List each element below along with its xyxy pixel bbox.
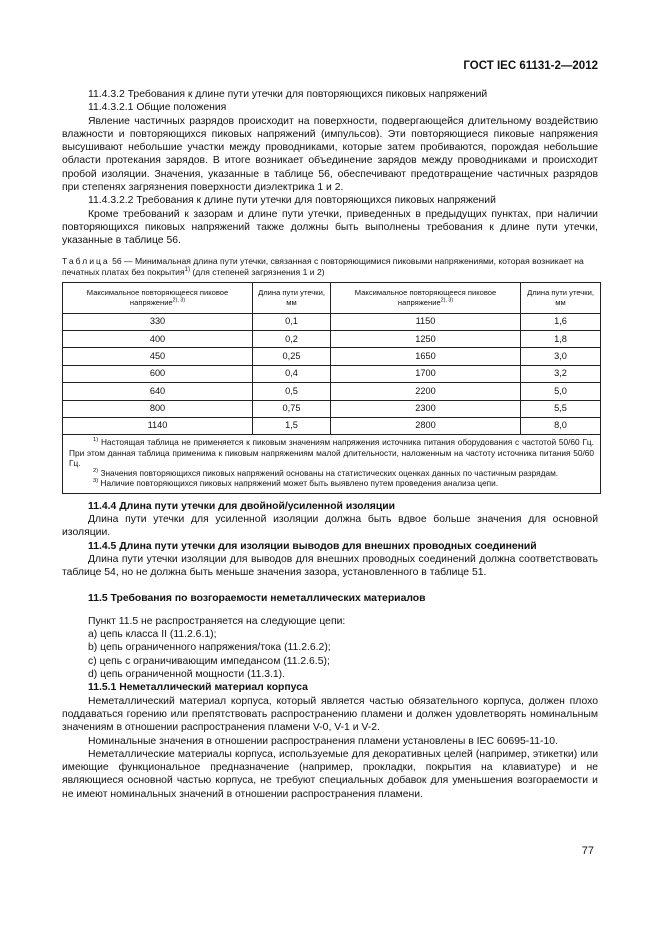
table-row: 600 0,4 1700 3,2 <box>63 365 601 382</box>
table-note-1: $^{1)}$ Настоящая таблица не применяется к пиковым значениям напряжения источника питания оборудования с частотой 50/60 Гц. При этом данная таблица применима к пиковым напряжениям малой длительности, наложенным на частоту источника питания 50/60 Гц. <box>69 437 594 468</box>
section-11-4-3-2-title: 11.4.3.2 Требования к длине пути утечки для повторяющихся пиковых напряжений <box>88 89 488 100</box>
table-row: 1140 1,5 2800 8,0 <box>63 417 601 434</box>
list-item: c) цепь с ограничивающим импедансом (11.2.6.5); <box>88 655 330 667</box>
header-length-1: Длина пути утечки, мм <box>253 282 331 313</box>
list-item: b) цепь ограниченного напряжения/тока (11.2.6.2); <box>88 642 331 654</box>
header-voltage-2: Максимальное повторяющееся пиковое напряжение$^{2), 3)}$ <box>331 282 521 313</box>
table-56-caption <box>62 256 598 278</box>
page-content <box>62 88 598 801</box>
section-11-5-lead: Пункт 11.5 не распространяется на следующие цепи: <box>88 615 346 627</box>
table-notes <box>63 435 601 493</box>
header-length-2: Длина пути утечки, мм <box>521 282 601 313</box>
paragraph-requirements: Кроме требований к зазорам и длине пути утечки, приведенных в предыдущих пунктах, при наличии повторяющихся пиковых напряжений также должны быть выполнены требования к длине пути утечки, указанные в таблице 56. <box>62 208 598 247</box>
table-note-3: $^{3)}$ Наличие повторяющихся пиковых напряжений может быть выявлено путем проведения анализа цепи. <box>93 478 499 489</box>
document-id: ГОСТ IEC 61131-2—2012 <box>463 60 598 72</box>
table-caption-label: Таблица <box>62 255 110 266</box>
section-11-4-4-text: Длина пути утечки для усиленной изоляции должна быть вдвое больше значения для основной изоляции. <box>62 514 598 539</box>
section-11-5-1-p3: Неметаллические материалы корпуса, используемые для декоративных целей (например, этикетки) или имеющие функциональное предназначение (например, прокладки, покрытия на клавиатуре) и не являющиеся основной частью корпуса, не требуют специальных добавок для уменьшения возгораемости и не имеют номинальных значений в отношении распространения пламени. <box>62 748 598 800</box>
table-note-2: $^{2)}$ Значения повторяющихся пиковых напряжений основаны на статистических оценках данных по частичным разрядам. <box>93 468 559 479</box>
table-header-row <box>63 282 601 313</box>
table-row: 400 0,2 1250 1,8 <box>63 330 601 347</box>
section-11-5-1-p1: Неметаллический материал корпуса, который является частью обязательного корпуса, должен плохо поддаваться горению или препятствовать распространению пламени и должен удовлетворять номинальным значениям в отношении распространения пламени V-0, V-1 и V-2. <box>62 695 598 734</box>
list-item: а) цепь класса II (11.2.6.1); <box>88 629 217 641</box>
table-caption-text: 56 — Минимальная длина пути утечки, связанная с повторяющимися пиковыми напряжениями, которая возникает на печатных платах без покрытия <box>62 255 584 277</box>
section-11-4-4-title: 11.4.4 Длина пути утечки для двойной/усиленной изоляции <box>88 500 396 512</box>
section-11-4-3-2-2-title: 11.4.3.2.2 Требования к длине пути утечки для повторяющихся пиковых напряжений <box>88 195 496 207</box>
section-11-4-5-title: 11.4.5 Длина пути утечки для изоляции выводов для внешних проводных соединений <box>88 540 537 552</box>
section-11-5-1-title: 11.5.1 Неметаллический материал корпуса <box>88 682 308 694</box>
table-row: 330 0,1 1150 1,6 <box>63 313 601 330</box>
table-row: 450 0,25 1650 3,0 <box>63 348 601 365</box>
document-header <box>0 60 598 72</box>
table-56 <box>62 282 601 494</box>
page-number: 77 <box>581 845 594 857</box>
table-row: 800 0,75 2300 5,5 <box>63 400 601 417</box>
section-11-5-title: 11.5 Требования по возгораемости неметаллических материалов <box>88 592 426 604</box>
table-caption-tail: (для степеней загрязнения 1 и 2) <box>192 266 325 277</box>
section-11-4-5-text: Длина пути утечки изоляции для выводов для внешних проводных соединений должна соответствовать таблице 54, но не должна быть меньше значения зазора, установленного в таблице 51. <box>62 553 598 579</box>
table-caption-sup: 1) <box>184 266 190 273</box>
paragraph-partial-discharge: Явление частичных разрядов происходит на поверхности, подвергающейся длительному воздействию влажности и повторяющихся пиковых напряжений (импульсов). Эти повторяющиеся пиковые напряжения высушивают небольшие участки между проводниками, которые затем пробиваются, порождая небольшие области протекания зарядов. В итоге возникает объединение зарядов между проводниками и происходит пробой изоляции. Значения, указанные в таблице 56, обеспечивают предотвращение частичных разрядов при степенях загрязнения поверхности диэлектрика 1 и 2. <box>62 115 598 194</box>
list-item: d) цепь ограниченной мощности (11.3.1). <box>88 669 286 681</box>
section-11-4-3-2-1-title: 11.4.3.2.1 Общие положения <box>88 102 227 114</box>
section-11-5-1-p2: Номинальные значения в отношении распространения пламени установлены в IEC 60695-11-10. <box>88 735 558 747</box>
header-voltage-1: Максимальное повторяющееся пиковое напряжение$^{2), 3)}$ <box>63 282 253 313</box>
table-notes-row <box>63 435 601 493</box>
table-row: 640 0,5 2200 5,0 <box>63 383 601 400</box>
